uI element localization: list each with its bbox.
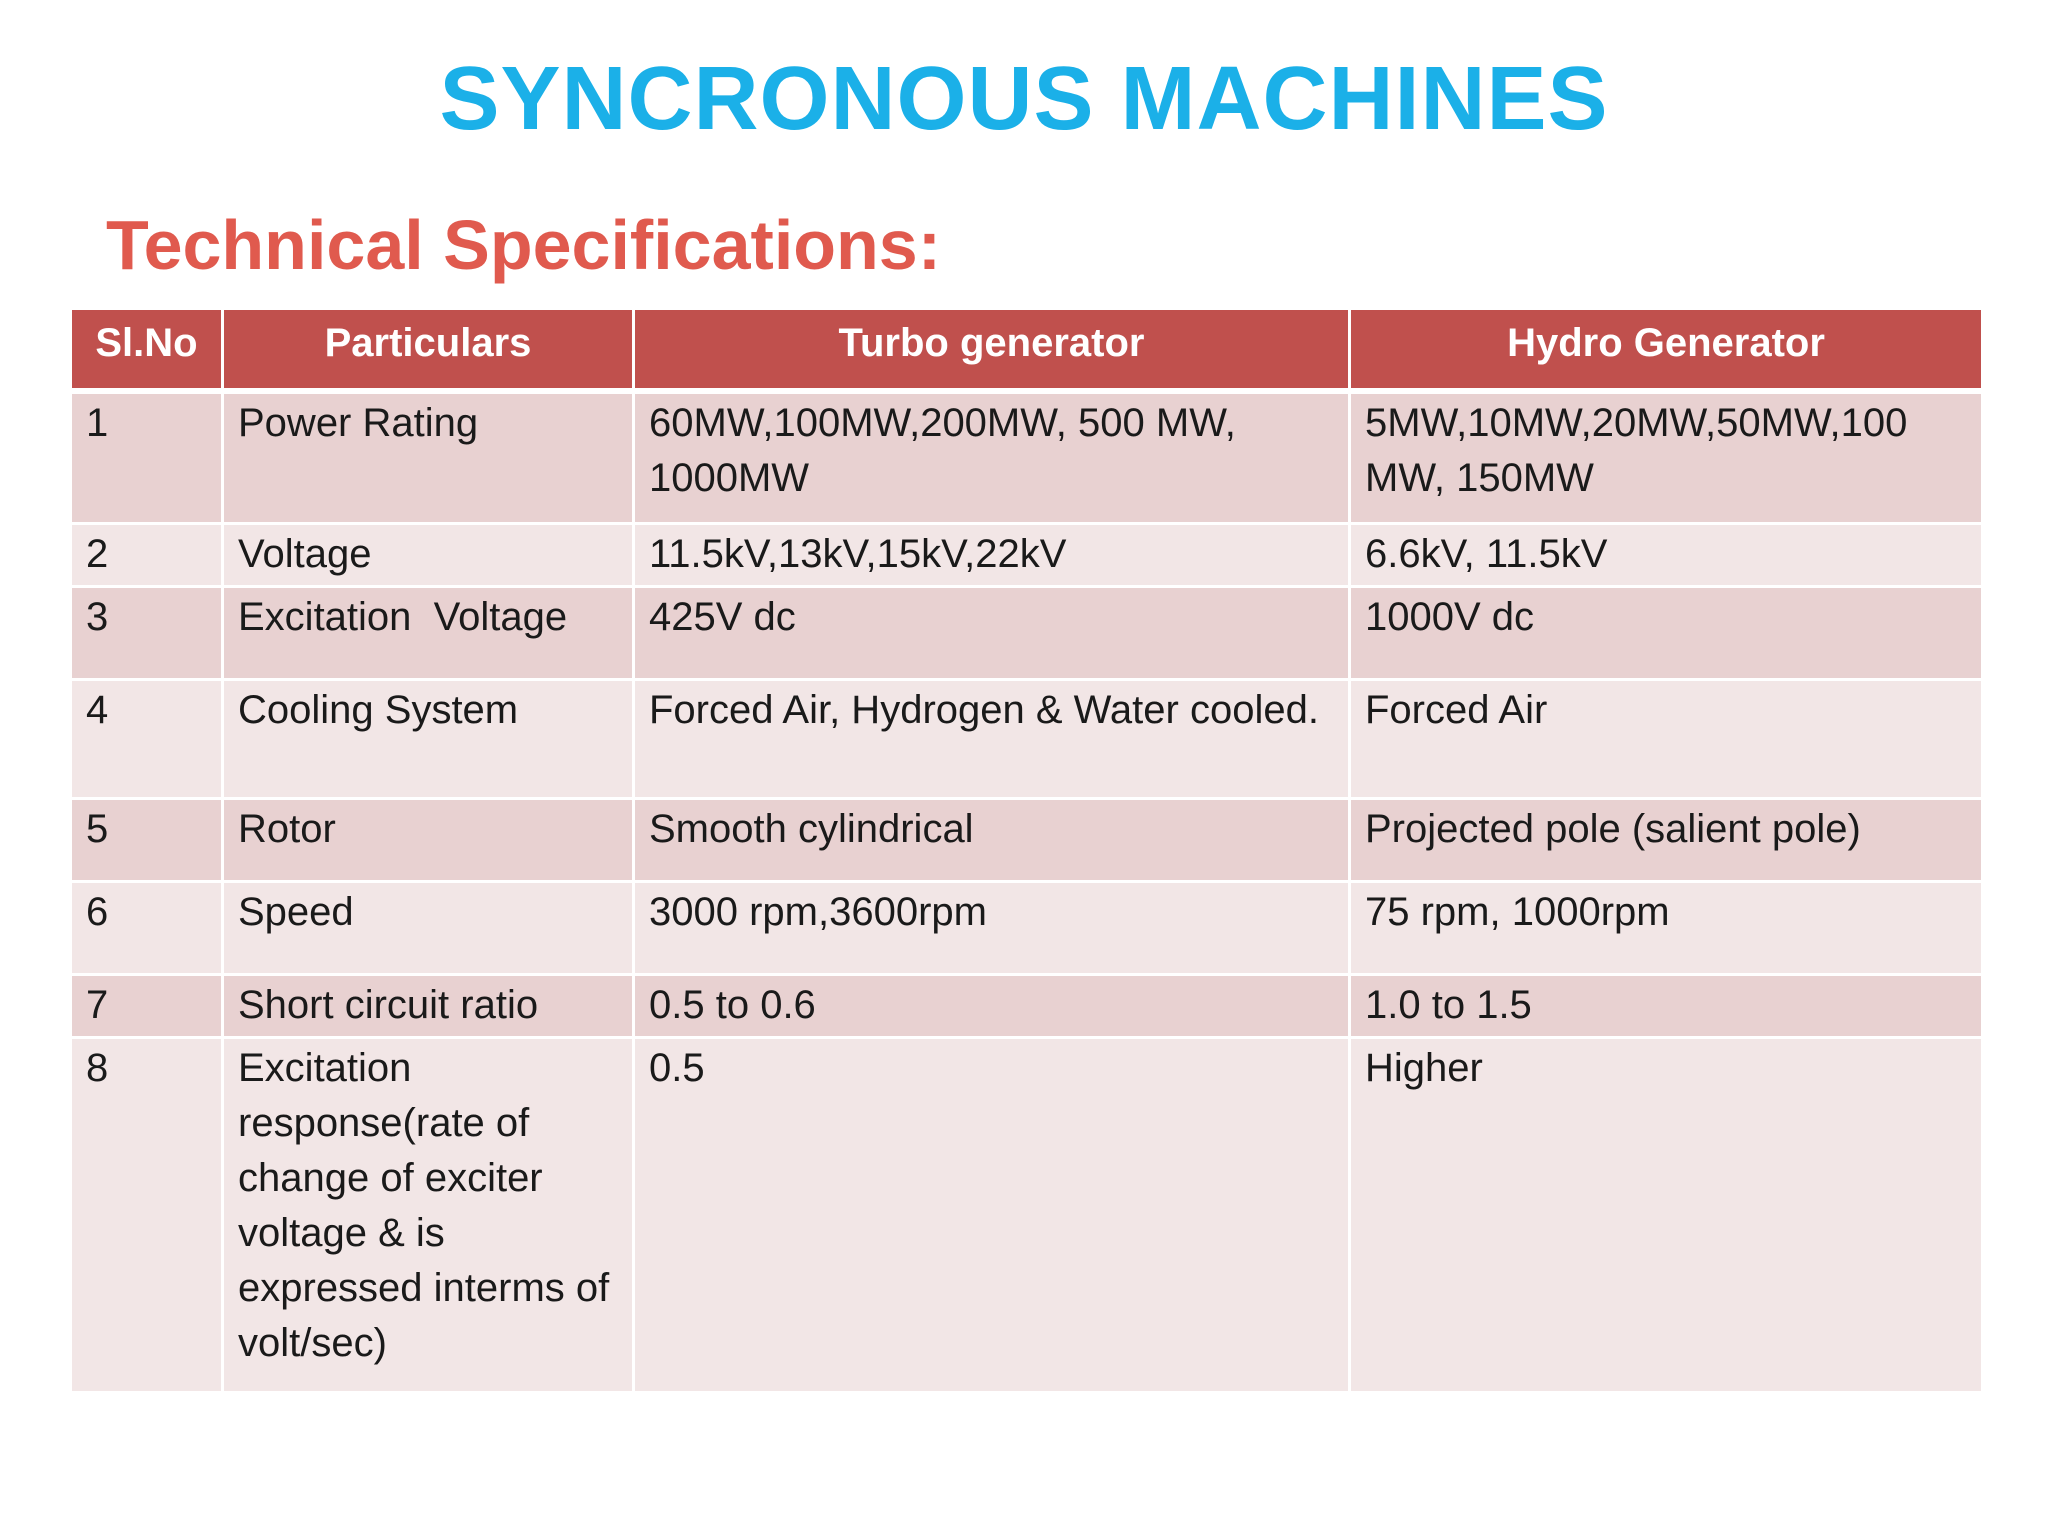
cell-hydro: 6.6kV, 11.5kV <box>1350 524 1983 587</box>
cell-sl-no: 8 <box>71 1038 223 1393</box>
cell-sl-no: 2 <box>71 524 223 587</box>
slide-title: SYNCRONOUS MACHINES <box>439 49 1609 149</box>
table-row <box>71 799 1983 882</box>
cell-sl-no: 7 <box>71 975 223 1038</box>
cell-turbo: 11.5kV,13kV,15kV,22kV <box>634 524 1350 587</box>
header-hydro-generator: Hydro Generator <box>1350 309 1983 392</box>
cell-sl-no: 3 <box>71 587 223 680</box>
cell-hydro: Projected pole (salient pole) <box>1350 799 1983 882</box>
cell-turbo: 0.5 <box>634 1038 1350 1393</box>
slide-subtitle: Technical Specifications: <box>106 206 942 284</box>
cell-particulars: Cooling System <box>223 680 634 799</box>
cell-turbo: 3000 rpm,3600rpm <box>634 882 1350 975</box>
cell-hydro: Forced Air <box>1350 680 1983 799</box>
spec-table <box>69 307 1984 1394</box>
cell-turbo: 60MW,100MW,200MW, 500 MW, 1000MW <box>634 391 1350 524</box>
table-row <box>71 587 1983 680</box>
header-sl-no: Sl.No <box>71 309 223 392</box>
table-header-row <box>71 309 1983 392</box>
cell-turbo: 0.5 to 0.6 <box>634 975 1350 1038</box>
cell-turbo: Forced Air, Hydrogen & Water cooled. <box>634 680 1350 799</box>
table-row <box>71 975 1983 1038</box>
cell-sl-no: 5 <box>71 799 223 882</box>
cell-particulars: Power Rating <box>223 391 634 524</box>
cell-particulars: Excitation Voltage <box>223 587 634 680</box>
cell-hydro: 1000V dc <box>1350 587 1983 680</box>
cell-sl-no: 4 <box>71 680 223 799</box>
table-row <box>71 391 1983 524</box>
table-row <box>71 882 1983 975</box>
cell-particulars: Voltage <box>223 524 634 587</box>
cell-particulars: Short circuit ratio <box>223 975 634 1038</box>
cell-hydro: 1.0 to 1.5 <box>1350 975 1983 1038</box>
table-row <box>71 680 1983 799</box>
cell-particulars: Rotor <box>223 799 634 882</box>
cell-hydro: Higher <box>1350 1038 1983 1393</box>
table-row <box>71 524 1983 587</box>
cell-sl-no: 1 <box>71 391 223 524</box>
cell-sl-no: 6 <box>71 882 223 975</box>
cell-turbo: 425V dc <box>634 587 1350 680</box>
header-particulars: Particulars <box>223 309 634 392</box>
header-turbo-generator: Turbo generator <box>634 309 1350 392</box>
cell-hydro: 75 rpm, 1000rpm <box>1350 882 1983 975</box>
cell-particulars: Excitation response(rate of change of exciter voltage & is expressed interms of volt/sec) <box>223 1038 634 1393</box>
cell-hydro: 5MW,10MW,20MW,50MW,100 MW, 150MW <box>1350 391 1983 524</box>
cell-turbo: Smooth cylindrical <box>634 799 1350 882</box>
cell-particulars: Speed <box>223 882 634 975</box>
table-row <box>71 1038 1983 1393</box>
